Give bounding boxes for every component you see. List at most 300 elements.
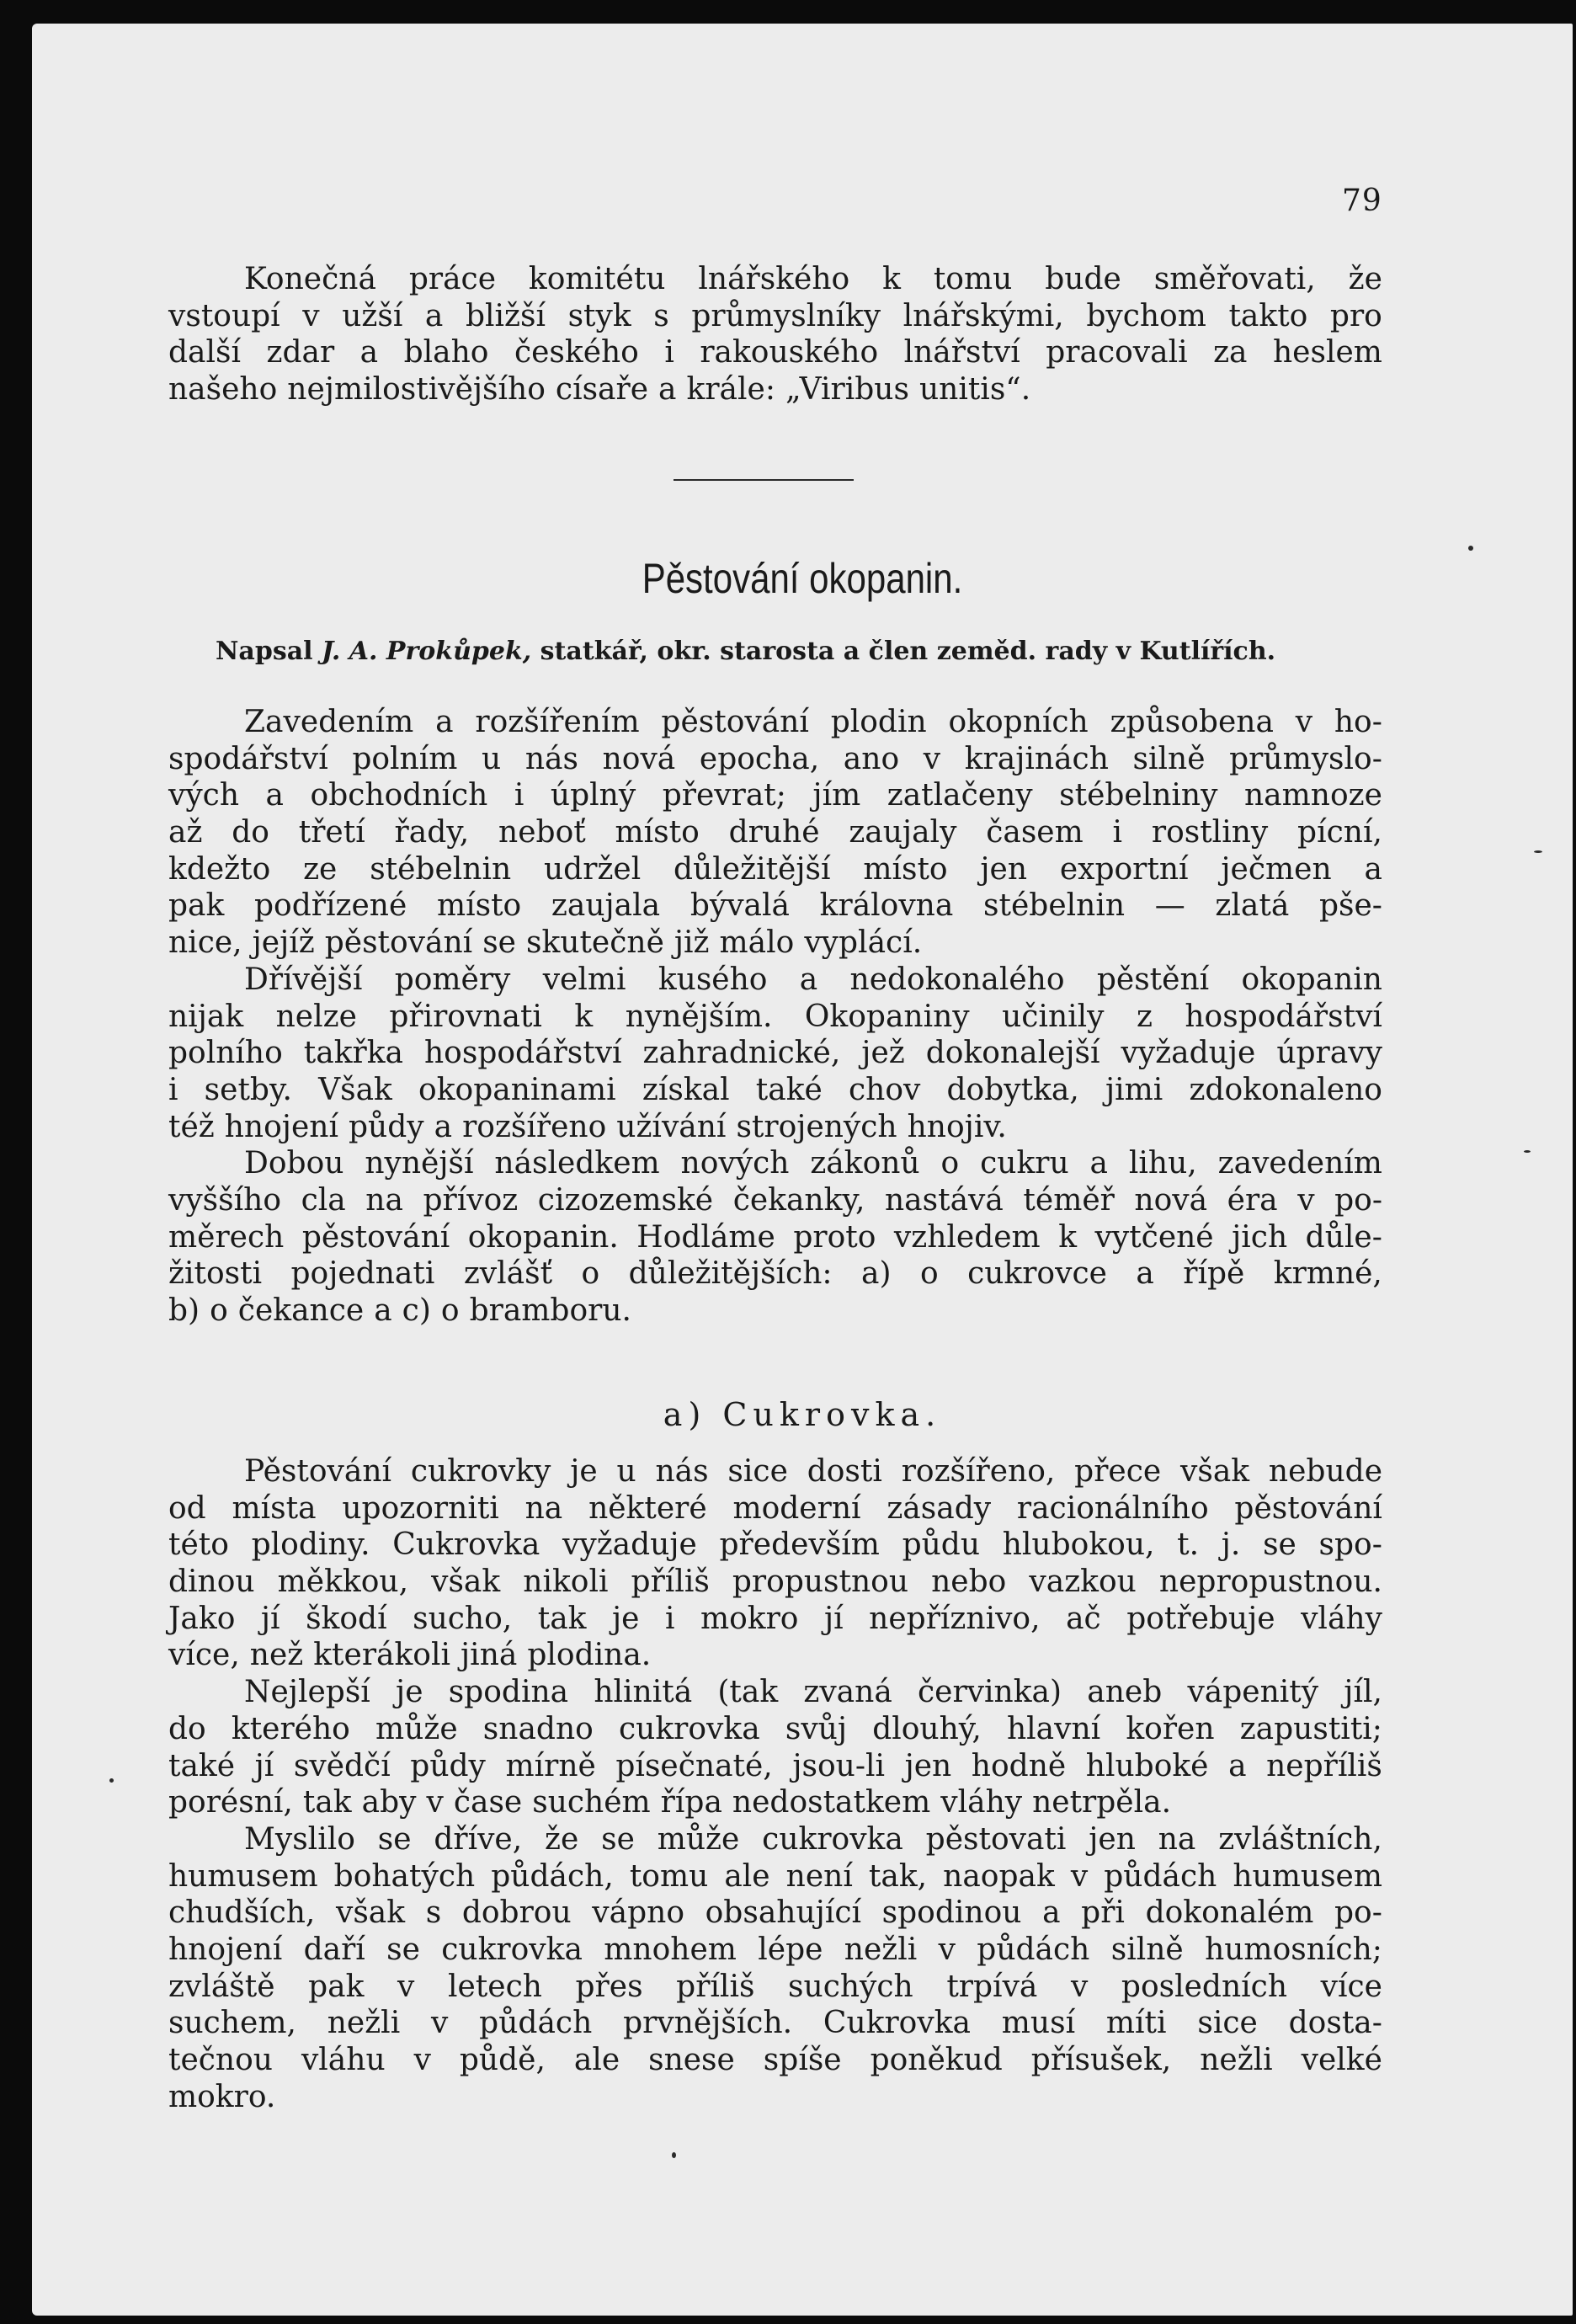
word: více,	[168, 1638, 240, 1673]
word: nepříznivo,	[869, 1601, 1041, 1636]
word: v	[938, 1932, 956, 1967]
word: hlinitá	[594, 1675, 693, 1710]
text-line	[168, 2005, 1382, 2042]
text-line	[168, 1109, 1382, 1146]
word: za	[1213, 335, 1248, 370]
word: v	[431, 2006, 449, 2041]
word: zdokonaleno	[1189, 1072, 1382, 1107]
word: průmyslo-	[1229, 741, 1382, 776]
word: v	[1070, 1858, 1089, 1894]
word: letech	[447, 1969, 542, 2004]
word: ale	[573, 2043, 620, 2077]
word: přísušek,	[1030, 2043, 1172, 2077]
word: je	[611, 1601, 640, 1636]
body-paragraph-2	[168, 962, 1382, 1145]
word: tomu	[933, 262, 1013, 296]
word: nebude	[1268, 1454, 1382, 1489]
word: na	[524, 1490, 563, 1526]
word: cukrovce	[967, 1256, 1107, 1292]
text-line	[168, 1601, 1382, 1638]
text-line	[168, 704, 1382, 741]
word: půdách	[479, 2006, 593, 2041]
word: kdežto	[168, 851, 271, 887]
word: řípě	[1183, 1256, 1245, 1292]
word: nová	[1134, 1182, 1208, 1218]
word: naopak	[943, 1858, 1055, 1894]
section-paragraph-3	[168, 1821, 1382, 2116]
word: především	[719, 1527, 880, 1563]
print-speck	[672, 2152, 676, 2158]
word: o	[581, 1256, 600, 1292]
word: nežli	[844, 1932, 918, 1967]
word: vzhledem	[893, 1219, 1041, 1255]
word: vláhy	[1301, 1601, 1382, 1636]
word: míti	[1105, 2006, 1167, 2041]
word: ale	[724, 1858, 770, 1894]
word: bramboru.	[469, 1293, 631, 1328]
word: lnářského	[698, 262, 850, 296]
word: netrpěla.	[1032, 1785, 1172, 1820]
section-heading: a) Cukrovka.	[663, 1396, 942, 1433]
word: krmné,	[1273, 1256, 1382, 1292]
section-paragraphs	[168, 1453, 1382, 2115]
word: zavedením	[1217, 1146, 1382, 1181]
word: silně	[1132, 741, 1206, 776]
word: časem	[986, 815, 1084, 850]
article-title: Pěstování okopanin.	[642, 555, 963, 602]
word: sice	[1197, 2006, 1258, 2041]
word: úpravy	[1276, 1036, 1382, 1071]
body-paragraph-3	[168, 1145, 1382, 1329]
word: plodina.	[527, 1638, 652, 1673]
word: zásady	[886, 1490, 992, 1526]
word: se	[386, 1932, 420, 1967]
word: k	[882, 262, 901, 296]
text-line	[168, 1858, 1382, 1895]
word: lihu,	[1128, 1146, 1197, 1181]
word: strojených	[736, 1109, 897, 1144]
word: bohatých	[333, 1858, 476, 1894]
word: hluboké	[1085, 1748, 1209, 1783]
word: příliš	[676, 1969, 755, 2004]
word: blaho	[403, 335, 489, 370]
word: komitétu	[528, 262, 666, 296]
word: rostliny	[1151, 815, 1269, 850]
word: mokro	[700, 1601, 799, 1636]
word: musí	[1001, 2006, 1076, 2041]
word: že	[545, 1821, 579, 1857]
word: rozšířeno,	[901, 1454, 1056, 1489]
word: zvlášť	[463, 1256, 553, 1292]
word: zapustiti;	[1239, 1711, 1382, 1746]
word: a	[658, 372, 677, 408]
word: až	[168, 815, 203, 850]
word: humusem	[1233, 1858, 1382, 1894]
word: nás	[524, 741, 578, 776]
word: jiná	[461, 1638, 518, 1673]
body-paragraphs	[168, 704, 1382, 1330]
text-line	[168, 925, 1382, 962]
word: dobrou	[461, 1895, 572, 1931]
word: jím	[812, 778, 861, 813]
word: čekance	[237, 1293, 365, 1328]
word: měkkou,	[277, 1564, 409, 1600]
text-line	[168, 1821, 1382, 1858]
word: je	[396, 1675, 423, 1710]
text-line	[168, 261, 1382, 298]
text-line	[168, 1453, 1382, 1490]
word: i	[168, 1072, 178, 1107]
word: jimi	[1105, 1072, 1163, 1107]
word: proto	[793, 1219, 876, 1255]
word: dosti	[807, 1454, 882, 1489]
word: vláhy	[940, 1785, 1023, 1820]
word: této	[168, 1527, 229, 1563]
word: racionálního	[1016, 1490, 1209, 1526]
word: zaujaly	[849, 815, 957, 850]
word: škodí	[306, 1601, 387, 1636]
word: velmi	[542, 962, 626, 997]
word: půdách	[1104, 1858, 1217, 1894]
word: prvnějších.	[623, 2006, 793, 2041]
word: pěstovati	[925, 1821, 1067, 1857]
word: jejíž	[252, 925, 315, 961]
text-line	[168, 371, 1382, 408]
word: málo	[719, 925, 795, 961]
word: z	[1136, 999, 1153, 1034]
word: nových	[680, 1146, 790, 1181]
word: následkem	[494, 1146, 660, 1181]
word: vyplácí.	[804, 925, 923, 961]
word: dokonalejší	[925, 1036, 1100, 1071]
word: Jako	[168, 1601, 236, 1636]
word: u	[482, 741, 502, 776]
word: do	[168, 1711, 206, 1746]
word: a	[1042, 1895, 1061, 1931]
word: pše-	[1318, 888, 1382, 924]
word: českého	[514, 335, 639, 370]
word: místo	[615, 815, 700, 850]
word: pěstování	[324, 925, 473, 961]
word: učinily	[1002, 999, 1105, 1034]
text-line	[168, 1969, 1382, 2006]
word: vých	[168, 778, 240, 813]
word: o	[210, 1293, 228, 1328]
word: j.	[1221, 1527, 1241, 1563]
byline-suffix: statkář, okr. starosta a člen zeměd. rady v Kutlířích.	[540, 637, 1276, 666]
word: daří	[303, 1932, 365, 1967]
text-line	[168, 851, 1382, 888]
word: polního	[168, 1036, 283, 1071]
word: okopaninami	[418, 1072, 616, 1107]
word: vyžaduje	[562, 1527, 697, 1563]
text-line	[168, 1182, 1382, 1219]
word: spíše	[763, 2043, 842, 2077]
word: nepropustnou.	[1158, 1564, 1382, 1600]
word: důležitějších:	[628, 1256, 833, 1292]
word: čase	[453, 1785, 523, 1820]
word: Zavedením	[244, 705, 414, 739]
word: při	[1081, 1895, 1125, 1931]
word: Pěstování	[244, 1454, 392, 1489]
word: Okopaniny	[804, 999, 970, 1034]
word: nedokonalého	[849, 962, 1065, 997]
word: spodářství	[168, 741, 328, 776]
word: vstoupí	[168, 298, 280, 333]
word: Myslilo	[244, 1821, 355, 1857]
section-paragraph-2	[168, 1674, 1382, 1821]
word: poměry	[394, 962, 511, 997]
word: a	[374, 1293, 392, 1328]
text-line	[168, 2079, 1382, 2116]
word: druhé	[728, 815, 820, 850]
word: dříve,	[434, 1821, 523, 1857]
text-line	[168, 1564, 1382, 1601]
byline-author: J. A. Prokůpek,	[322, 637, 532, 666]
text-line	[168, 1748, 1382, 1785]
word: však	[1180, 1454, 1250, 1489]
word: okopanin	[1241, 962, 1382, 997]
word: stébelnin	[983, 888, 1126, 924]
word: lnářství	[903, 335, 1020, 370]
word: zdar	[266, 335, 335, 370]
word: než	[249, 1638, 304, 1673]
word: se	[601, 1821, 635, 1857]
word: nastává	[885, 1182, 1004, 1218]
word: aby	[361, 1785, 417, 1820]
print-speck	[1524, 1150, 1531, 1153]
word: důle-	[1305, 1219, 1382, 1255]
word: hnojení	[168, 1932, 283, 1967]
text-line	[168, 1674, 1382, 1711]
word: a	[1136, 1256, 1154, 1292]
word: půdy	[348, 1109, 424, 1144]
word: lnářskými,	[902, 298, 1064, 333]
word: ač	[1066, 1601, 1101, 1636]
word: stébelniny	[1059, 778, 1218, 813]
word: posledních	[1121, 1969, 1288, 2004]
word: jí	[823, 1601, 844, 1636]
word: i	[664, 1601, 675, 1636]
word: ječmen	[1221, 851, 1332, 887]
word: v	[302, 298, 320, 333]
word: krajinách	[964, 741, 1109, 776]
word: kterého	[231, 1711, 350, 1746]
word: Nejlepší	[244, 1675, 370, 1710]
word: v	[1070, 1969, 1089, 2004]
word: unitis“.	[918, 372, 1031, 408]
word: nežli	[1200, 2043, 1273, 2077]
text-line	[168, 2042, 1382, 2079]
word: o	[940, 1146, 960, 1181]
word: humosních;	[1205, 1932, 1382, 1967]
word: v	[1295, 705, 1313, 739]
word: stébelnin	[370, 851, 512, 887]
word: další	[168, 335, 242, 370]
word: polním	[352, 741, 458, 776]
word: místa	[232, 1490, 317, 1526]
word: jí	[260, 1601, 280, 1636]
word: po-	[1334, 1895, 1382, 1931]
word: chov	[848, 1072, 921, 1107]
word: některé	[588, 1490, 707, 1526]
text-line	[168, 334, 1382, 371]
word: červinka)	[917, 1675, 1062, 1710]
word: Cukrovka	[823, 2006, 971, 2041]
word: však	[335, 1895, 406, 1931]
word: získal	[642, 1072, 730, 1107]
word: jež	[861, 1036, 905, 1071]
word: a	[1364, 851, 1382, 887]
word: více	[1320, 1969, 1382, 2004]
word: vyžaduje	[1121, 1036, 1256, 1071]
word: ano	[843, 741, 900, 776]
word: též	[168, 1109, 215, 1144]
word: obchodních	[310, 778, 488, 813]
word: jen	[904, 1748, 952, 1783]
word: zatlačeny	[886, 778, 1033, 813]
word: vytčené	[1094, 1219, 1214, 1255]
text-line	[168, 1711, 1382, 1748]
word: kořen	[1126, 1711, 1215, 1746]
word: porésní,	[168, 1785, 293, 1820]
word: namnoze	[1243, 778, 1382, 813]
page-number: 79	[1342, 184, 1382, 218]
word: také	[755, 1072, 823, 1107]
word: styk	[567, 298, 631, 333]
word: směřovati,	[1153, 262, 1316, 296]
word: velké	[1301, 2043, 1382, 2077]
word: písečnaté,	[615, 1748, 773, 1783]
word: setby.	[204, 1072, 292, 1107]
word: pěstování	[661, 705, 809, 739]
word: plodin	[830, 705, 927, 739]
word: hospodářství	[1185, 999, 1382, 1034]
word: cukrovky	[410, 1454, 551, 1489]
word: dokonalém	[1145, 1895, 1314, 1931]
word: úplný	[550, 778, 636, 813]
word: i	[664, 335, 674, 370]
word: přece	[1074, 1454, 1162, 1489]
word: propustnou	[732, 1564, 909, 1600]
word: našeho	[168, 372, 278, 408]
word: cla	[301, 1182, 346, 1218]
word: místo	[863, 851, 948, 887]
word: pak	[168, 888, 225, 924]
word: vazkou	[1029, 1564, 1137, 1600]
word: nejmilostivějšího	[287, 372, 546, 408]
word: okopanin.	[467, 1219, 619, 1255]
word: suchem,	[168, 2006, 296, 2041]
word: vyššího	[168, 1182, 281, 1218]
word: pak	[308, 1969, 365, 2004]
word: královna	[819, 888, 954, 924]
word: chudších,	[168, 1895, 316, 1931]
text-line	[168, 1637, 1382, 1674]
word: —	[1154, 888, 1185, 924]
word: vápno	[592, 1895, 684, 1931]
word: příliš	[631, 1564, 710, 1600]
article-byline	[216, 637, 1275, 666]
word: půdu	[902, 1527, 981, 1563]
word: nikoli	[523, 1564, 609, 1600]
word: rozšířením	[475, 705, 640, 739]
word: užší	[342, 298, 403, 333]
word: a	[1228, 1748, 1247, 1783]
word: není	[785, 1858, 853, 1894]
word: od	[168, 1490, 206, 1526]
word: rakouského	[700, 335, 879, 370]
word: krále:	[686, 372, 775, 408]
word: cukrovka	[441, 1932, 583, 1967]
word: v	[923, 741, 941, 776]
word: téměř	[1023, 1182, 1115, 1218]
word: Konečná	[244, 262, 376, 296]
word: a	[435, 705, 454, 739]
text-line	[168, 1255, 1382, 1293]
word: hnojení	[224, 1109, 338, 1144]
word: spodina	[448, 1675, 569, 1710]
word: již	[674, 925, 710, 961]
word: nelze	[275, 999, 357, 1034]
word: hodně	[971, 1748, 1067, 1783]
word: nynější	[365, 1146, 474, 1181]
word: nežli	[327, 2006, 401, 2041]
word: spodinou	[881, 1895, 1022, 1931]
word: mnohem	[604, 1932, 737, 1967]
word: hlubokou,	[1002, 1527, 1155, 1563]
word: moderní	[732, 1490, 861, 1526]
book-page	[32, 24, 1573, 2316]
word: c)	[402, 1293, 431, 1328]
word: pěstování	[1234, 1490, 1382, 1526]
word: je	[570, 1454, 598, 1489]
word: nová	[602, 741, 676, 776]
word: t.	[1177, 1527, 1200, 1563]
word: exportní	[1059, 851, 1189, 887]
word: pracovali	[1046, 335, 1188, 370]
word: Cukrovka	[392, 1527, 540, 1563]
print-speck	[1534, 850, 1542, 853]
word: epocha,	[699, 741, 820, 776]
word: trpívá	[946, 1969, 1038, 2004]
word: řady,	[394, 815, 470, 850]
word: v	[426, 1785, 444, 1820]
word: suchých	[788, 1969, 913, 2004]
word: zahradnické,	[642, 1036, 841, 1071]
word: o	[919, 1256, 939, 1292]
word: (tak	[717, 1675, 779, 1710]
word: zvláště	[168, 1969, 275, 2004]
word: podřízené	[254, 888, 407, 924]
word: půdě,	[459, 2043, 546, 2077]
word: bychom	[1086, 298, 1206, 333]
word: nynějším.	[625, 999, 773, 1034]
word: svědčí	[293, 1748, 391, 1783]
text-line	[168, 1035, 1382, 1072]
word: pojednati	[290, 1256, 435, 1292]
word: tečnou	[168, 2043, 273, 2077]
word: jíl,	[1344, 1675, 1382, 1710]
word: kusého	[658, 962, 768, 997]
word: svůj	[785, 1711, 848, 1746]
text-line	[168, 1490, 1382, 1527]
word: s	[653, 298, 669, 333]
word: císaře	[555, 372, 649, 408]
word: hnojiv.	[907, 1109, 1007, 1144]
text-line	[168, 1932, 1382, 1969]
word: dosta-	[1288, 2006, 1382, 2041]
